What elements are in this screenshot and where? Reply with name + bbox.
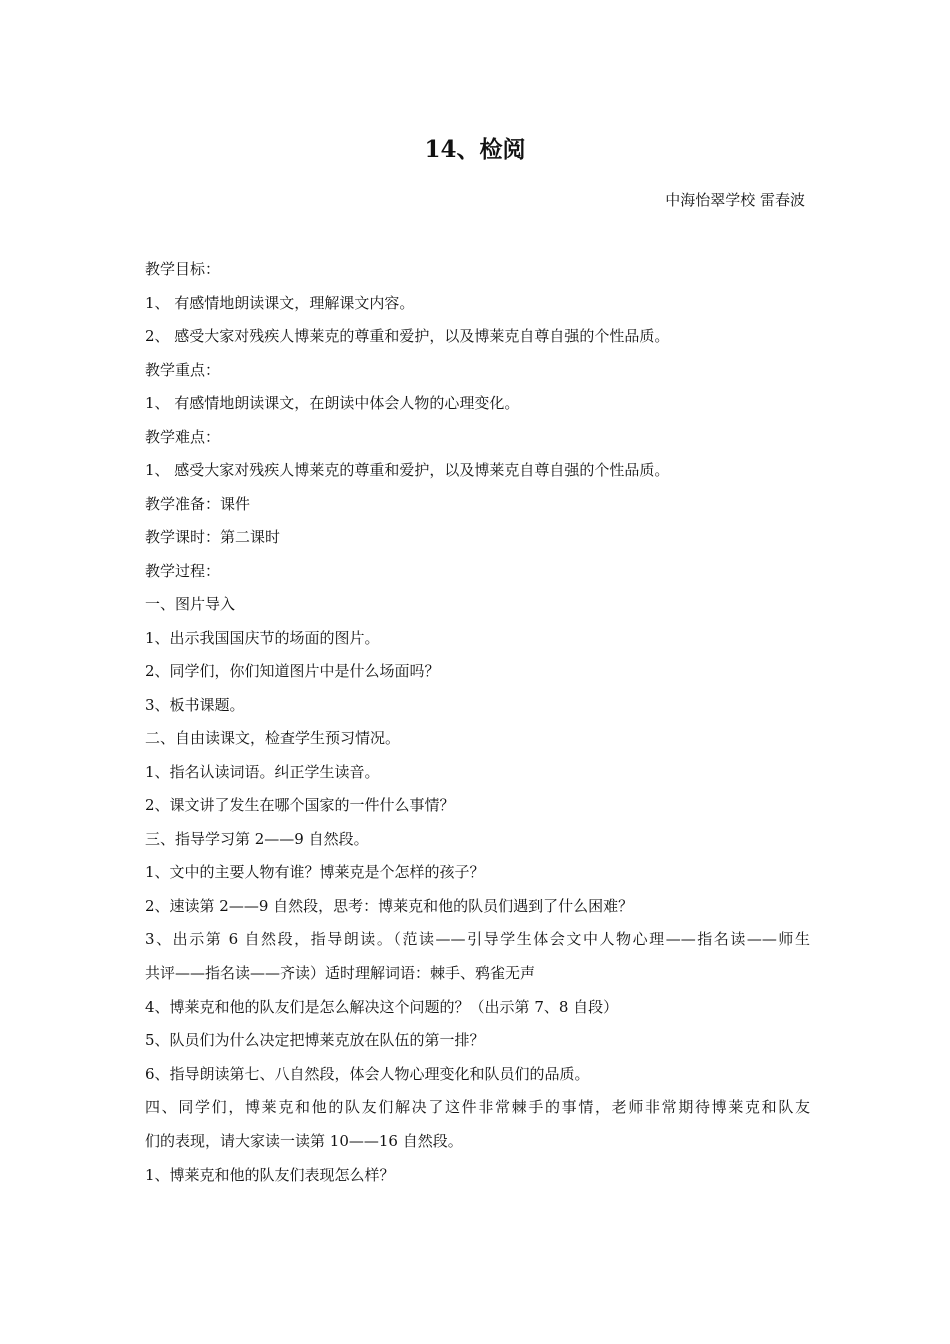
- paragraph-line: 6、指导朗读第七、八自然段，体会人物心理变化和队员们的品质。: [145, 1064, 590, 1083]
- paragraph-line: 1、 有感情地朗读课文，理解课文内容。: [145, 293, 415, 312]
- paragraph-line: 一、图片导入: [145, 595, 236, 613]
- paragraph-line: 教学重点：: [145, 360, 221, 379]
- paragraph-line: 三、指导学习第 2——9 自然段。: [145, 829, 369, 848]
- paragraph-line: 4、博莱克和他的队友们是怎么解决这个问题的？（出示第 7、8 自段）: [145, 997, 619, 1016]
- paragraph-line: 教学过程：: [145, 561, 221, 580]
- document-title: 14、检阅: [424, 136, 526, 163]
- paragraph-line: 1、 感受大家对残疾人博莱克的尊重和爱护，以及博莱克自尊自强的个性品质。: [145, 461, 670, 479]
- paragraph-line: 教学课时：第二课时: [145, 528, 281, 546]
- wrapped-paragraph: [145, 928, 810, 984]
- paragraph-line: 1、文中的主要人物有谁？博莱克是个怎样的孩子？: [145, 863, 485, 881]
- paragraph-line: 2、课文讲了发生在哪个国家的一件什么事情？: [145, 796, 455, 814]
- document-author: 中海怡翠学校 雷春波: [665, 191, 805, 209]
- paragraph-line: 1、指名认读词语。纠正学生读音。: [145, 762, 380, 781]
- paragraph-line: 二、自由读课文，检查学生预习情况。: [145, 729, 401, 747]
- paragraph-line: 教学难点：: [145, 427, 221, 446]
- paragraph-line: 1、出示我国国庆节的场面的图片。: [145, 628, 380, 647]
- paragraph-line: 们的表现，请大家读一读第 10——16 自然段。: [145, 1132, 463, 1150]
- paragraph-line: 2、速读第 2——9 自然段，思考：博莱克和他的队员们遇到了什么困难？: [145, 896, 634, 915]
- wrapped-paragraph: [145, 1096, 810, 1152]
- paragraph-line: 教学目标：: [145, 260, 221, 278]
- document-body: [145, 258, 810, 1197]
- paragraph-line: 2、 感受大家对残疾人博莱克的尊重和爱护，以及博莱克自尊自强的个性品质。: [145, 327, 670, 345]
- paragraph-line: 四、同学们，博莱克和他的队友们解决了这件非常棘手的事情，老师非常期待博莱克和队友: [145, 1098, 810, 1116]
- paragraph-line: 1、博莱克和他的队友们表现怎么样？: [145, 1165, 395, 1184]
- paragraph-line: 教学准备：课件: [145, 494, 251, 513]
- paragraph-line: 3、出示第 6 自然段，指导朗读。（范读——引导学生体会文中人物心理——指名读——师生: [145, 930, 810, 948]
- paragraph-line: 1、 有感情地朗读课文，在朗读中体会人物的心理变化。: [145, 394, 520, 412]
- paragraph-line: 2、同学们，你们知道图片中是什么场面吗？: [145, 662, 440, 680]
- paragraph-line: 共评——指名读——齐读）适时理解词语：棘手、鸦雀无声: [145, 964, 536, 982]
- paragraph-line: 3、板书课题。: [145, 695, 245, 714]
- paragraph-line: 5、队员们为什么决定把博莱克放在队伍的第一排？: [145, 1031, 485, 1049]
